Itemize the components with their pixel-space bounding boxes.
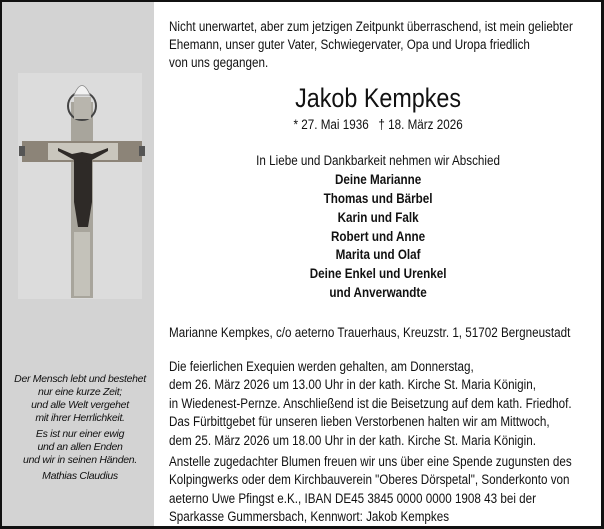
donation-line: Anstelle zugedachter Blumen freuen wir uns über eine Spende zugunsten des [169, 454, 572, 469]
mourner: Thomas und Bärbel [323, 191, 433, 206]
deceased-name: Jakob Kempkes [295, 83, 462, 113]
intro-line: von uns gegangen. [169, 55, 269, 70]
service-line: in Wiedenest-Pernze. Anschließend ist die Beisetzung auf dem kath. Friedhof. [169, 396, 572, 411]
quote-line: Es ist nur einer ewig [35, 428, 125, 440]
mourner: und Anverwandte [329, 285, 427, 300]
quote-line: und alle Welt vergehet [31, 399, 129, 411]
intro-line: Nicht unerwartet, aber zum jetzigen Zeitpunkt überraschend, ist mein geliebter [169, 19, 573, 34]
donation-line: aeterno Uwe Pfingst e.K., IBAN DE45 3845 0000 0000 1908 43 bei der [169, 491, 537, 506]
quote-line: mit ihrer Herrlichkeit. [35, 412, 125, 424]
quote-author: Mathias Claudius [42, 470, 118, 482]
donation-line: Kolpingwerks oder dem Kirchbauverein "Oberes Dörspetal", Sonderkonto von [169, 472, 570, 487]
contact-address: Marianne Kempkes, c/o aeterno Trauerhaus, Kreuzstr. 1, 51702 Bergneustadt [169, 325, 571, 340]
mourner: Robert und Anne [331, 229, 426, 244]
intro-line: Ehemann, unser guter Vater, Schwiegervater, Opa und Uropa friedlich [169, 37, 530, 52]
quote-line: und an allen Enden [37, 441, 123, 453]
quote-line: und wir in seinen Händen. [23, 454, 137, 466]
mourner: Marita und Olaf [335, 247, 421, 262]
service-line: Das Fürbittgebet für unseren lieben Verstorbenen halten wir am Mittwoch, [169, 414, 550, 429]
service-line: Die feierlichen Exequien werden gehalten, am Donnerstag, [169, 359, 474, 374]
mourner: Karin und Falk [337, 210, 419, 225]
donation-line: Sparkasse Gummersbach, Kennwort: Jakob Kempkes [169, 509, 450, 524]
mourner: Deine Marianne [334, 172, 422, 187]
life-dates: * 27. Mai 1936 † 18. März 2026 [293, 117, 463, 132]
quote-line: nur eine kurze Zeit; [38, 386, 122, 398]
service-line: dem 25. März 2026 um 18.00 Uhr in der kath. Kirche St. Maria Königin. [169, 433, 536, 448]
mourner: Deine Enkel und Urenkel [309, 266, 447, 281]
quote-line: Der Mensch lebt und bestehet [14, 373, 146, 385]
farewell-text: In Liebe und Dankbarkeit nehmen wir Abschied [256, 153, 500, 168]
service-line: dem 26. März 2026 um 13.00 Uhr in der kath. Kirche St. Maria Königin, [169, 377, 536, 392]
